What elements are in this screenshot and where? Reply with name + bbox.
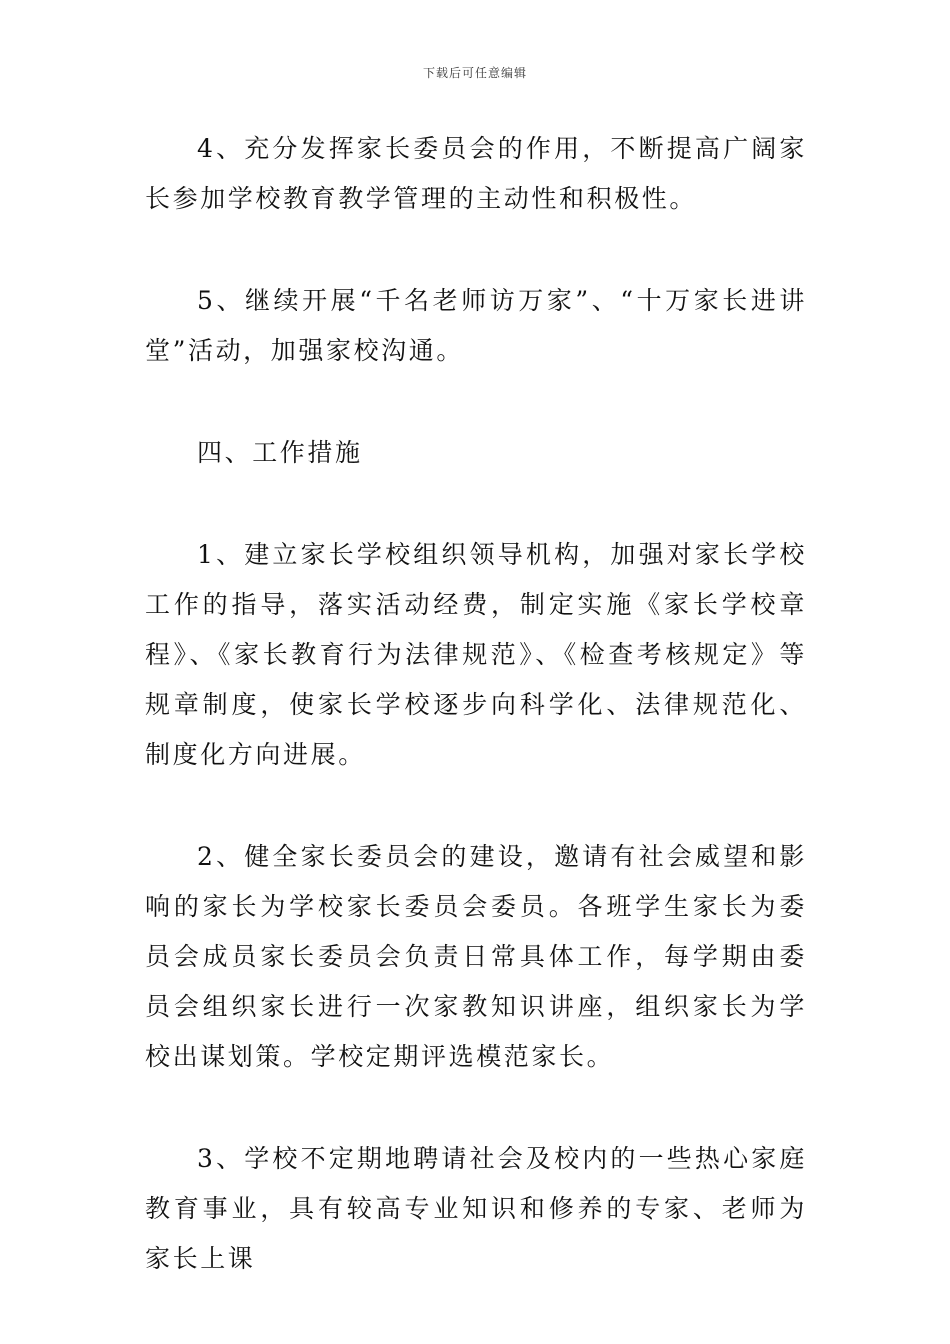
section-heading: 四、工作措施 [197,438,363,467]
paragraph-measure-2: 2、健全家长委员会的建设，邀请有社会威望和影响的家长为学校家长委员会委员。各班学生家长为委员会成员家长委员会负责日常具体工作，每学期由委员会组织家长进行一次家教知识讲座，组织家长为学校出谋划策。学校定期评选模范家长。 [145,842,807,1071]
paragraph-goal-5: 5、继续开展“千名老师访万家”、“十万家长进讲堂”活动，加强家校沟通。 [145,286,807,365]
paragraph-measure-1: 1、建立家长学校组织领导机构，加强对家长学校工作的指导，落实活动经费，制定实施《家长学校章程》、《家长教育行为法律规范》、《检查考核规定》等规章制度，使家长学校逐步向科学化、法律规范化、制度化方向进展。 [145,540,807,769]
document-body [145,124,807,1336]
page-header: 下载后可任意编辑 [422,66,527,80]
paragraph-goal-4: 4、充分发挥家长委员会的作用，不断提高广阔家长参加学校教育教学管理的主动性和积极性。 [145,134,807,213]
paragraph-measure-3: 3、学校不定期地聘请社会及校内的一些热心家庭教育事业，具有较高专业知识和修养的专家、老师为家长上课 [145,1144,807,1273]
